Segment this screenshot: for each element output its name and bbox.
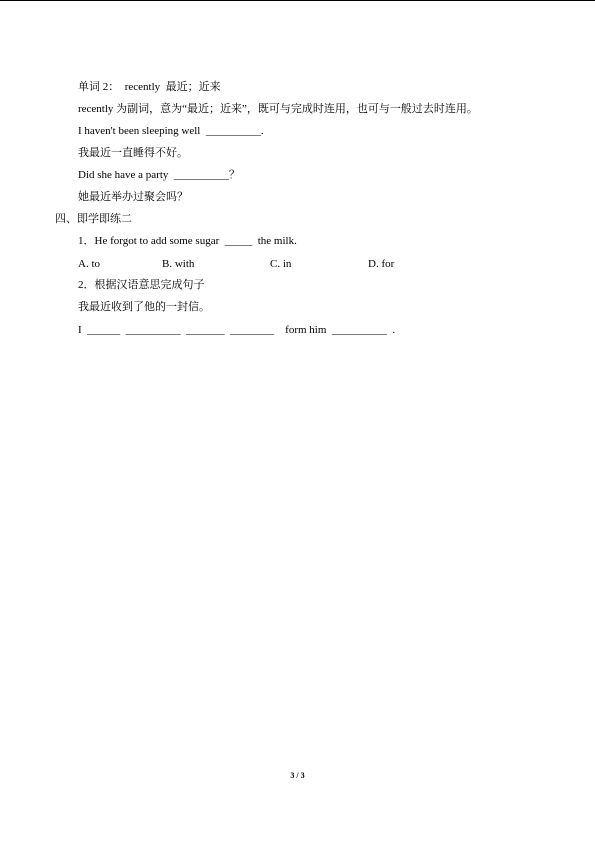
question-2-english: I ______ __________ _______ ________ form him __________ . xyxy=(78,324,396,336)
example-sentence-2: Did she have a party __________？ xyxy=(78,169,240,181)
page-top-border xyxy=(0,0,595,1)
vocab-explanation: recently 为副词，意为“最近；近来”，既可与完成时连用，也可与一般过去时连用。 xyxy=(78,103,478,115)
question-2-instruction: 2．根据汉语意思完成句子 xyxy=(78,279,205,291)
page-number: 3 / 3 xyxy=(290,771,305,780)
question-2-chinese: 我最近收到了他的一封信。 xyxy=(78,301,210,313)
question-1-stem: 1．He forgot to add some sugar _____ the milk. xyxy=(78,235,297,247)
option-a: A. to xyxy=(78,258,100,270)
section-title: 四、即学即练二 xyxy=(55,213,132,225)
example-sentence-1: I haven't been sleeping well __________. xyxy=(78,125,264,137)
option-c: C. in xyxy=(270,258,292,270)
vocab-heading: 单词 2： recently 最近；近来 xyxy=(78,81,221,93)
option-d: D. for xyxy=(368,258,395,270)
example-translation-2: 她最近举办过聚会吗？ xyxy=(78,191,188,203)
option-b: B. with xyxy=(162,258,195,270)
example-translation-1: 我最近一直睡得不好。 xyxy=(78,147,188,159)
